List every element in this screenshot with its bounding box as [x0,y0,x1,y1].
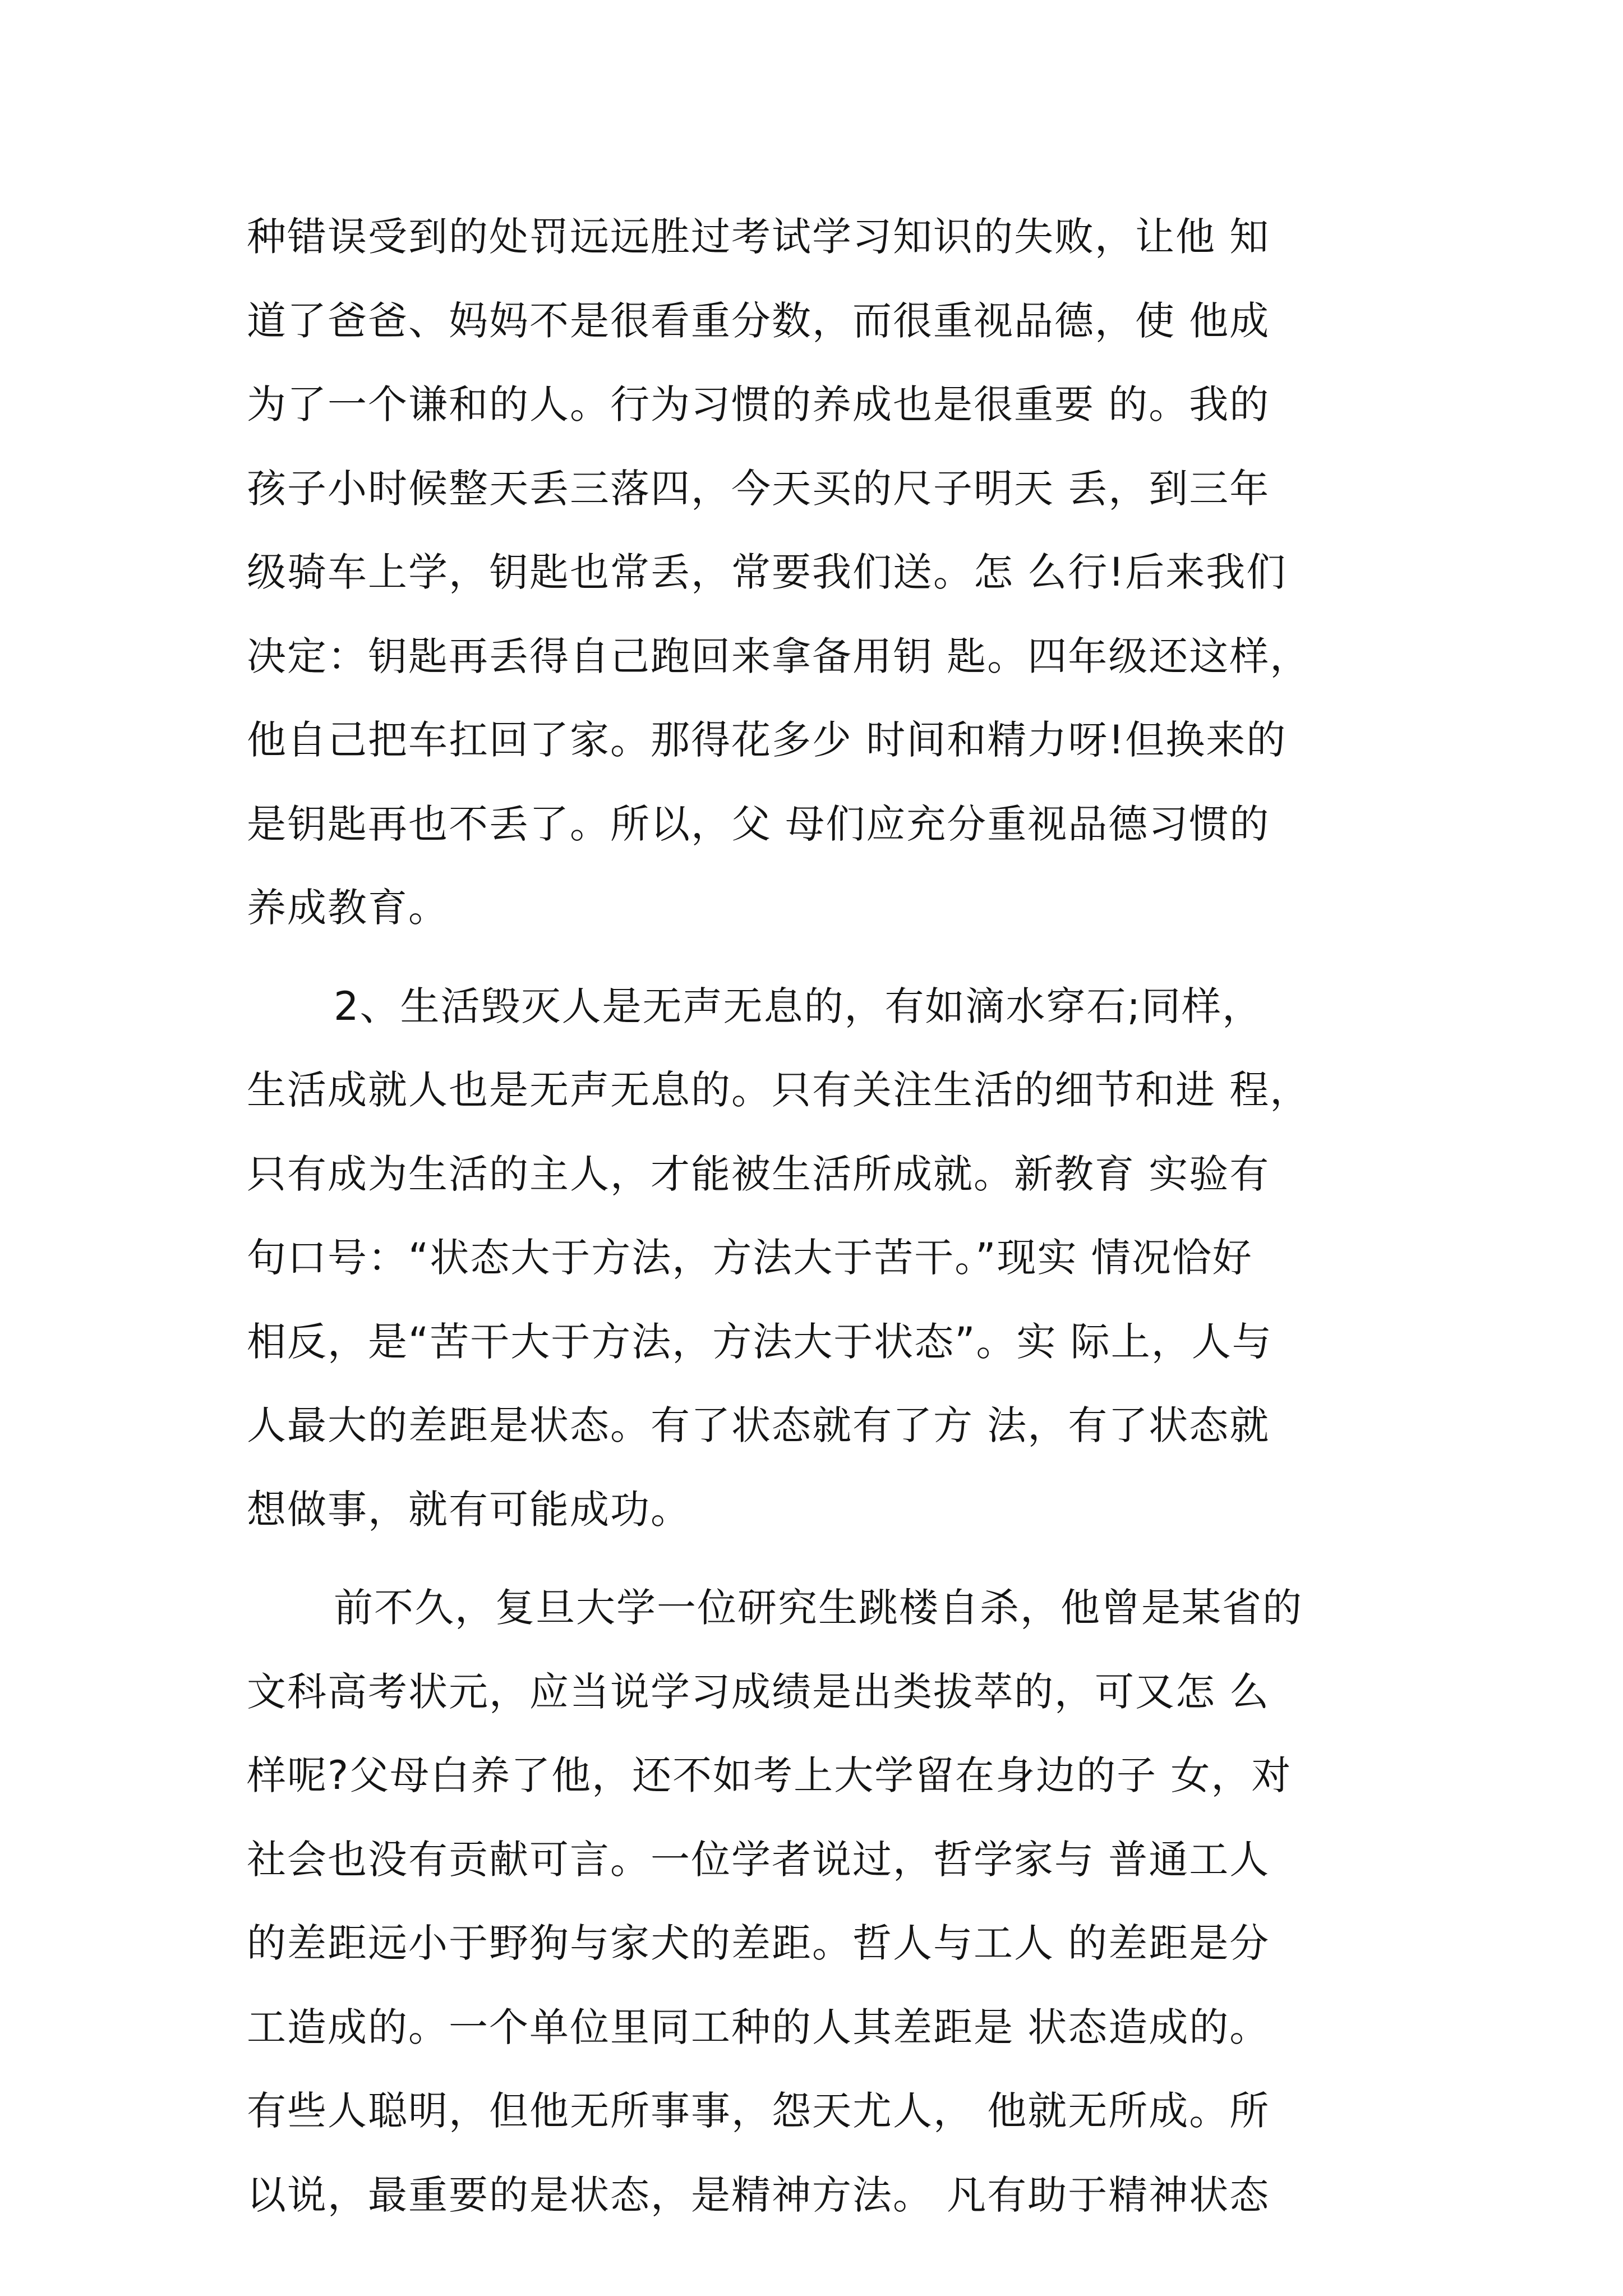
text-line: 孩子小时候整天丢三落四，今天买的尺子明天 丢，到三年 [247,465,1270,512]
text-line: 是钥匙再也不丢了。所以，父 母们应充分重视品德习惯的 [247,800,1270,847]
text-line: 决定：钥匙再丢得自己跑回来拿备用钥 匙。四年级还这样， [247,633,1311,679]
text-line: 养成教育。 [247,885,449,931]
text-line: 文科高考状元，应当说学习成绩是出类拔萃的，可又怎 么 [247,1668,1270,1715]
text-line: 生活成就人也是无声无息的。只有关注生活的细节和进 程， [247,1067,1311,1113]
text-line: 句口号：“状态大于方法，方法大于苦干。”现实 情况恰好 [247,1235,1253,1281]
text-line: 想做事，就有可能成功。 [247,1486,691,1533]
paragraph-3 [247,1566,1380,2237]
text-line: 样呢?父母白养了他，还不如考上大学留在身边的子 女，对 [247,1752,1292,1798]
text-line: 工造成的。一个单位里同工种的人其差距是 状态造成的。 [247,2004,1270,2050]
paragraph-2 [247,965,1380,1552]
text-line: 的差距远小于野狗与家犬的差距。哲人与工人 的差距是分 [247,1920,1270,1966]
text-line: 种错误受到的处罚远远胜过考试学习知识的失败，让他 知 [247,214,1270,260]
text-line: 相反，是“苦干大于方法，方法大于状态”。实 际上，人与 [247,1318,1272,1365]
text-line: 社会也没有贡献可言。一位学者说过，哲学家与 普通工人 [247,1836,1270,1883]
text-line: 以说，最重要的是状态，是精神方法。 凡有助于精神状态 [247,2171,1270,2218]
text-line: 级骑车上学，钥匙也常丢，常要我们送。怎 么行!后来我们 [247,549,1287,595]
text-line: 人最大的差距是状态。有了状态就有了方 法，有了状态就 [247,1402,1270,1448]
text-line: 只有成为生活的主人，才能被生活所成就。新教育 实验有 [247,1151,1270,1197]
text-line: 有些人聪明，但他无所事事，怨天尤人， 他就无所成。所 [247,2088,1270,2134]
text-line: 道了爸爸、妈妈不是很看重分数，而很重视品德，使 他成 [247,297,1270,344]
text-line: 前不久，复旦大学一位研究生跳楼自杀，他曾是某省的 [334,1585,1303,1631]
text-line: 为了一个谦和的人。行为习惯的养成也是很重要 的。我的 [247,381,1270,427]
text-line: 他自己把车扛回了家。那得花多少 时间和精力呀!但换来的 [247,717,1287,763]
paragraph-1 [247,195,1380,950]
text-line: 2、生活毁灭人是无声无息的，有如滴水穿石;同样， [334,983,1263,1029]
document-body [247,195,1380,2237]
